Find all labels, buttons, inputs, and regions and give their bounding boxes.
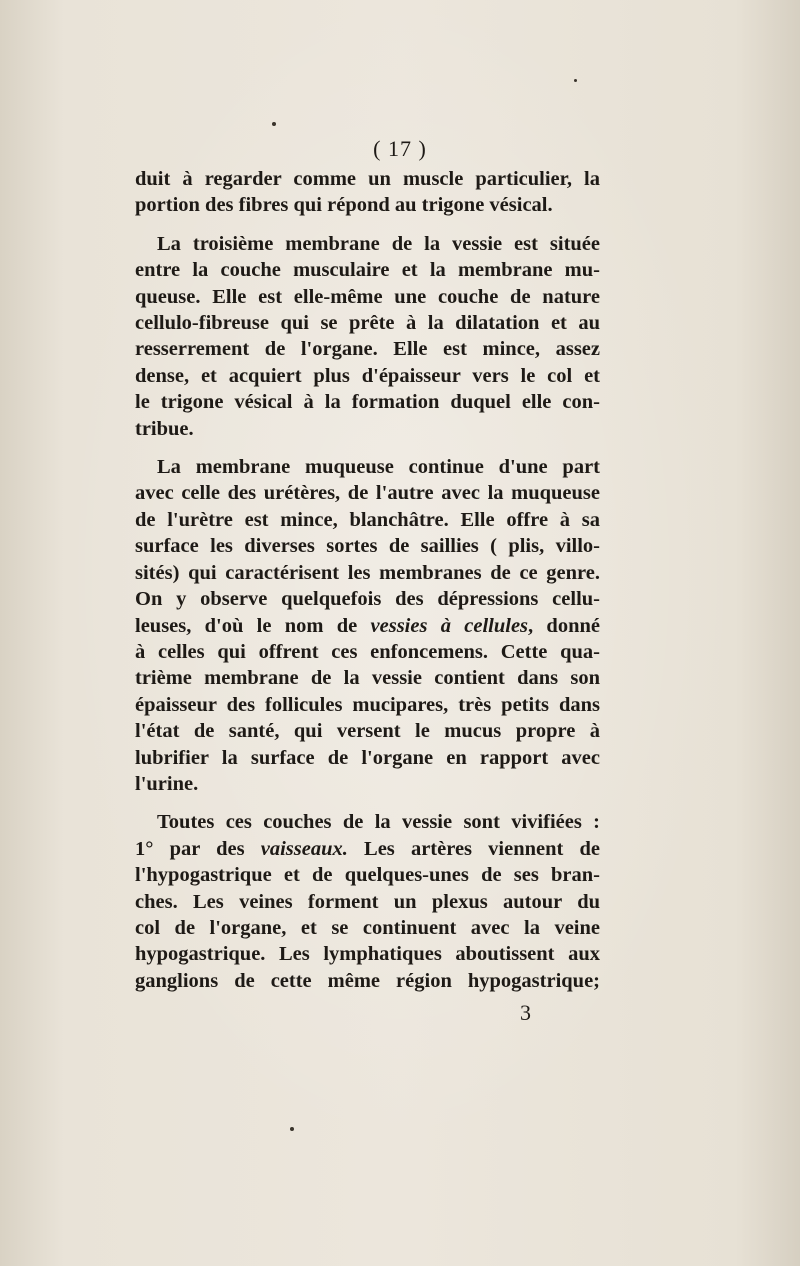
paper-speck — [290, 1127, 294, 1131]
paragraph-1 — [135, 166, 600, 219]
text-line: hypogastrique. Les lymphatiques aboutissent aux — [135, 943, 600, 966]
text-line: de l'urètre est mince, blanchâtre. Elle offre à sa — [135, 508, 600, 531]
italic-term: vessies à cellules — [370, 614, 529, 637]
text-line: duit à regarder comme un muscle particulier, la — [135, 168, 600, 190]
text-line: portion des fibres qui répond au trigone vésical. — [135, 194, 553, 217]
text-line: La troisième membrane de la vessie est située — [157, 232, 600, 255]
body-text — [135, 166, 600, 1006]
text-line: épaisseur des follicules mucipares, très petits dans — [135, 693, 600, 716]
text-line: queuse. Elle est elle-même une couche de nature — [135, 285, 600, 308]
text-line: à celles qui offrent ces enfoncemens. Cette qua- — [135, 640, 600, 663]
text-fragment: leuses, d'où le nom de — [135, 614, 371, 637]
text-line: La membrane muqueuse continue d'une part — [157, 456, 600, 479]
text-line: resserrement de l'organe. Elle est mince, assez — [135, 338, 600, 361]
text-line: cellulo-fibreuse qui se prête à la dilatation et au — [135, 312, 600, 335]
page-number: ( 17 ) — [373, 136, 427, 161]
text-line: entre la couche musculaire et la membrane mu- — [135, 259, 600, 282]
text-fragment: Les artères viennent de — [347, 837, 600, 860]
text-line: l'urine. — [135, 772, 199, 795]
text-line: Toutes ces couches de la vessie sont vivifiées : — [157, 811, 600, 834]
text-line: avec celle des urétères, de l'autre avec la muqueuse — [135, 482, 600, 505]
text-line: l'état de santé, qui versent le mucus propre à — [135, 720, 600, 743]
text-line-mixed — [135, 613, 600, 639]
paper-speck — [574, 79, 577, 82]
text-line: On y observe quelquefois des dépressions cellu- — [135, 588, 600, 611]
text-fragment: , donné — [528, 614, 600, 637]
text-line: sités) qui caractérisent les membranes de ce genre. — [135, 561, 600, 584]
text-line: ches. Les veines forment un plexus autour du — [135, 890, 600, 913]
signature-mark: 3 — [520, 1000, 531, 1025]
text-line: dense, et acquiert plus d'épaisseur vers le col et — [135, 364, 600, 387]
paper-speck — [272, 122, 276, 126]
paragraph-4 — [135, 809, 600, 994]
text-line: lubrifier la surface de l'organe en rapport avec — [135, 746, 600, 769]
paragraph-2 — [135, 231, 600, 442]
paragraph-3 — [135, 454, 600, 797]
text-line: ganglions de cette même région hypogastrique; — [135, 969, 600, 992]
text-fragment: 1° par des — [135, 837, 261, 860]
italic-term: vaisseaux. — [260, 837, 348, 860]
text-line: tribue. — [135, 417, 194, 440]
text-line: col de l'organe, et se continuent avec la veine — [135, 916, 600, 939]
text-line: l'hypogastrique et de quelques-unes de ses bran- — [135, 864, 600, 887]
text-line-mixed — [135, 836, 600, 862]
text-line: trième membrane de la vessie contient dans son — [135, 667, 600, 690]
text-line: le trigone vésical à la formation duquel elle con- — [135, 391, 600, 414]
text-line: surface les diverses sortes de saillies ( plis, villo- — [135, 535, 600, 558]
